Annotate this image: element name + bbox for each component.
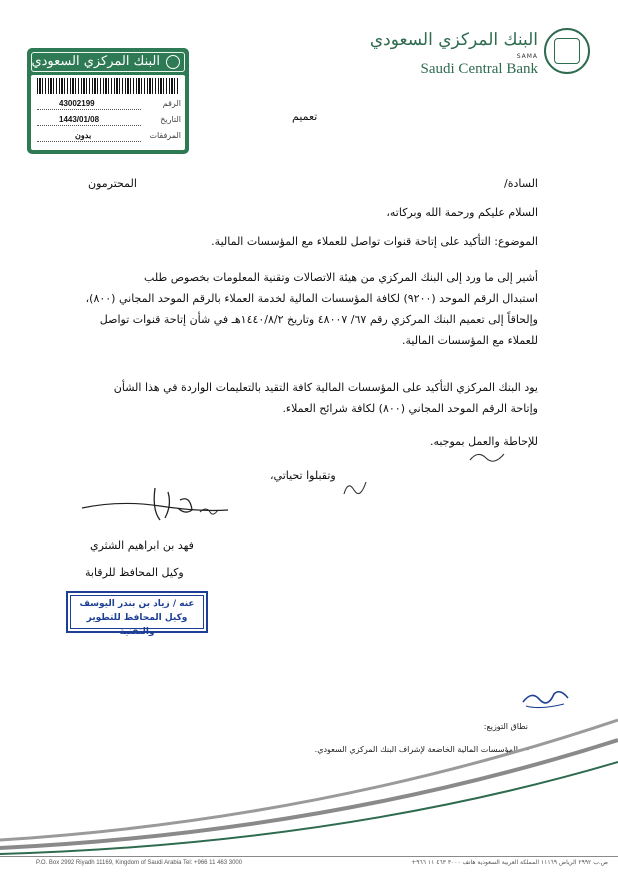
paragraph-1-line: أشير إلى ما ورد إلى البنك المركزي من هيئة الاتصالات وتقنية المعلومات بخصوص طلب (144, 271, 538, 284)
stamp-date-row (35, 115, 181, 127)
footer-address-arabic: ص.ب ٢٩٩٢ الرياض ١١١٦٩ المملكة العربية السعودية هاتف ٣٠٠٠ ٤٦٣ ١١ ٩٦٦+ (411, 859, 608, 866)
stamp-attachments-value: بدون (75, 131, 92, 140)
authorization-stamp-line: عنه / زياد بن بندر اليوسف (79, 599, 195, 609)
sama-logo (369, 28, 590, 84)
logo-arabic-name: البنك المركزي السعودي (369, 30, 538, 50)
paragraph-1 (78, 268, 538, 352)
paragraph-1-line: وإلحاقاً إلى تعميم البنك المركزي رقم ٦٧/ ٤٨٠٠٧ وتاريخ ١٤٤٠/٨/٢هـ في شأن إتاحة قنوات تواصل (99, 312, 538, 326)
paragraph-2-line: وإتاحة الرقم الموحد المجاني (٨٠٠) لكافة شرائح العملاء. (282, 401, 538, 415)
closing-regards: وتقبلوا تحياتي، (270, 469, 336, 482)
logo-sama-text: SAMA (516, 53, 538, 60)
paragraph-2-line: يود البنك المركزي التأكيد على المؤسسات المالية كافة التقيد بالتعليمات الواردة في هذا الشأن (113, 381, 538, 394)
stamp-date-label: التاريخ (160, 115, 181, 124)
barcode-icon (37, 78, 179, 94)
initials-icon (340, 474, 370, 500)
stamp-seal-icon (166, 55, 180, 69)
paragraph-1-line: للعملاء مع المؤسسات المالية. (401, 333, 538, 347)
greeting: السلام عليكم ورحمة الله وبركاته، (386, 206, 538, 219)
distribution-bullet: - (526, 745, 529, 754)
footer-divider (0, 856, 618, 857)
stamp-header-text: البنك المركزي السعودي (31, 54, 160, 69)
stamp-header (31, 52, 185, 72)
initials-icon (468, 448, 508, 464)
distribution-item: المؤسسات المالية الخاضعة لإشراف البنك المركزي السعودي. (314, 745, 518, 754)
stamp-body (31, 75, 185, 150)
signatory-title: وكيل المحافظ للرقابة (85, 566, 184, 579)
circular-title: تعميم (292, 110, 318, 123)
decorative-swoosh (0, 690, 618, 856)
stamp-number-label: الرقم (162, 99, 181, 108)
stamp-date-value: 1443/01/08 (59, 115, 100, 124)
signatory-name: فهد بن ابراهيم الشثري (90, 539, 194, 552)
reference-stamp (27, 48, 189, 154)
stamp-number-value: 43002199 (59, 99, 95, 108)
logo-english-name: Saudi Central Bank (420, 61, 538, 77)
footer-address-english: P.O. Box 2992 Riyadh 11169, Kingdom of Saudi Arabia Tel: +966 11 463 3000 (36, 860, 243, 866)
subject-line: الموضوع: التأكيد على إتاحة قنوات تواصل للعملاء مع المؤسسات المالية. (211, 235, 538, 248)
authorization-stamp-line: وكيل المحافظ للتطوير والتقنية (86, 612, 188, 637)
closing-action: للإحاطة والعمل بموجبه. (429, 435, 538, 448)
distribution-label: نطاق التوزيع: (483, 722, 528, 731)
authorization-stamp (66, 591, 208, 637)
stamp-attachments-row (35, 131, 181, 143)
paragraph-2 (78, 378, 538, 420)
salutation-honorific: المحترمون (88, 177, 137, 190)
salutation-addressee: السادة/ (504, 177, 538, 190)
stamp-number-row (35, 99, 181, 111)
sama-seal-icon (544, 28, 590, 74)
stamp-attachments-label: المرفقات (149, 131, 181, 140)
signature-icon (80, 480, 230, 525)
paragraph-1-line: استبدال الرقم الموحد (٩٢٠٠) لكافة المؤسسات المالية لخدمة العملاء بالرقم الموحد المجاني (٨٠٠)، (85, 291, 538, 305)
